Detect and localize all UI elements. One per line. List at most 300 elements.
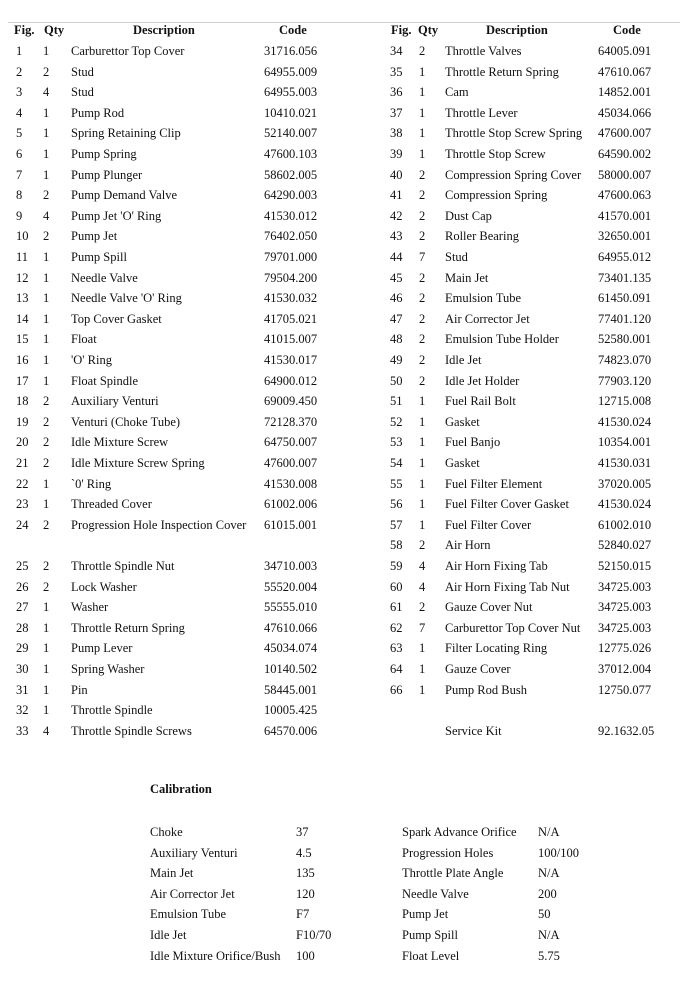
part-description: Throttle Spindle Nut — [71, 559, 175, 573]
part-code: 72128.370 — [264, 414, 318, 429]
part-qty: 1 — [43, 332, 50, 347]
part-fig: 48 — [390, 332, 403, 347]
part-description: Carburettor Top Cover Nut — [445, 620, 581, 635]
part-qty: 1 — [419, 641, 426, 656]
calibration-label: Auxiliary Venturi — [150, 845, 238, 860]
part-code: 47610.067 — [598, 64, 652, 79]
part-fig: 52 — [390, 414, 403, 429]
part-fig: 20 — [16, 435, 29, 450]
part-code: 64750.007 — [264, 435, 318, 450]
part-code: 14852.001 — [598, 85, 652, 100]
part-fig: 47 — [390, 311, 403, 326]
part-fig: 64 — [390, 662, 403, 676]
part-code: 12775.026 — [598, 641, 652, 656]
part-qty: 2 — [419, 311, 426, 326]
calibration-label: Float Level — [402, 948, 460, 963]
part-qty: 1 — [43, 682, 50, 697]
part-fig: 17 — [16, 373, 29, 388]
part-qty: 2 — [419, 332, 426, 347]
calibration-label: Pump Spill — [402, 928, 458, 942]
part-code: 10410.021 — [264, 105, 318, 120]
calibration-value: N/A — [538, 928, 560, 942]
part-fig: 26 — [16, 579, 29, 594]
part-description: Gauze Cover Nut — [445, 600, 533, 615]
calibration-value: 200 — [538, 886, 557, 901]
part-fig: 55 — [390, 476, 403, 491]
part-qty: 1 — [419, 682, 426, 697]
part-description: Float — [71, 332, 97, 347]
part-qty: 1 — [43, 353, 50, 367]
part-description: Idle Mixture Screw — [71, 435, 169, 450]
calibration-value: 50 — [538, 907, 551, 922]
part-code: 58602.005 — [264, 167, 318, 182]
calibration-label: Pump Jet — [402, 907, 449, 922]
part-code: 79504.200 — [264, 270, 318, 285]
part-code: 10005.425 — [264, 703, 318, 718]
part-qty: 2 — [419, 229, 426, 244]
part-fig: 51 — [390, 394, 403, 409]
part-description: Air Horn Fixing Tab Nut — [445, 579, 570, 594]
calibration-label: Idle Mixture Orifice/Bush — [150, 948, 281, 963]
part-code: 55555.010 — [264, 600, 318, 615]
calibration-title: Calibration — [150, 782, 212, 796]
calibration-value: 135 — [296, 866, 315, 881]
part-code: 52140.007 — [264, 126, 318, 141]
part-qty: 7 — [419, 250, 426, 264]
calibration-label: Idle Jet — [150, 928, 187, 942]
part-code: 92.1632.05 — [598, 723, 655, 738]
calibration-label: Progression Holes — [402, 845, 494, 860]
part-description: Pump Plunger — [71, 167, 143, 182]
calibration-label: Needle Valve — [402, 886, 469, 901]
header-description: Description — [486, 23, 548, 37]
part-code: 10354.001 — [598, 435, 652, 450]
part-qty: 1 — [419, 85, 426, 100]
part-description: Fuel Filter Element — [445, 476, 543, 491]
part-code: 64005.091 — [598, 44, 652, 58]
part-qty: 2 — [419, 167, 426, 182]
calibration-value: N/A — [538, 866, 560, 881]
part-fig: 34 — [390, 44, 403, 58]
part-fig: 15 — [16, 332, 29, 347]
part-qty: 1 — [43, 167, 50, 182]
part-qty: 1 — [419, 147, 426, 161]
part-description: Compression Spring — [445, 188, 548, 203]
part-fig: 19 — [16, 414, 29, 429]
part-fig: 16 — [16, 353, 29, 367]
header-code: Code — [279, 23, 307, 37]
part-code: 76402.050 — [264, 229, 318, 244]
part-qty: 1 — [419, 517, 426, 532]
part-fig: 35 — [390, 64, 403, 79]
part-qty: 1 — [43, 373, 50, 388]
part-description: Fuel Filter Cover Gasket — [445, 497, 569, 512]
part-code: 12715.008 — [598, 394, 652, 409]
part-code: 47610.066 — [264, 620, 318, 635]
calibration-label: Air Corrector Jet — [150, 886, 235, 901]
part-fig: 66 — [390, 682, 403, 697]
part-qty: 1 — [419, 456, 426, 470]
part-code: 64955.003 — [264, 85, 318, 100]
part-code: 79701.000 — [264, 250, 318, 264]
part-code: 47600.007 — [598, 126, 652, 141]
part-code: 41015.007 — [264, 332, 318, 347]
part-fig: 10 — [16, 229, 29, 244]
part-description: Air Corrector Jet — [445, 311, 530, 326]
part-code: 34725.003 — [598, 579, 652, 594]
part-fig: 62 — [390, 620, 403, 635]
part-qty: 7 — [419, 620, 426, 635]
part-qty: 1 — [43, 105, 50, 120]
calibration-value: 100/100 — [538, 845, 579, 860]
part-code: 64900.012 — [264, 373, 318, 388]
calibration-value: 100 — [296, 948, 315, 963]
calibration-label: Choke — [150, 825, 183, 839]
part-qty: 2 — [43, 414, 50, 429]
header-code: Code — [613, 23, 641, 37]
part-description: Dust Cap — [445, 208, 492, 223]
part-fig: 12 — [16, 270, 29, 285]
part-qty: 1 — [43, 600, 50, 615]
part-description: Pump Demand Valve — [71, 188, 178, 203]
part-qty: 1 — [43, 44, 50, 58]
part-code: 52580.001 — [598, 332, 652, 347]
calibration-label: Emulsion Tube — [150, 907, 227, 922]
part-description: Stud — [445, 250, 468, 264]
part-description: Throttle Lever — [445, 105, 518, 120]
part-description: Gasket — [445, 414, 480, 429]
part-qty: 1 — [43, 703, 50, 718]
part-qty: 2 — [43, 456, 50, 470]
part-description: Emulsion Tube — [445, 291, 522, 306]
part-code: 41530.012 — [264, 208, 318, 223]
part-fig: 36 — [390, 85, 403, 100]
part-description: `0' Ring — [71, 476, 112, 491]
part-code: 64590.002 — [598, 147, 652, 161]
part-description: Cam — [445, 85, 469, 100]
part-qty: 1 — [419, 394, 426, 409]
part-code: 41530.008 — [264, 476, 318, 491]
part-description: Progression Hole Inspection Cover — [71, 517, 247, 532]
part-qty: 2 — [43, 517, 50, 532]
part-qty: 4 — [419, 579, 426, 594]
part-code: 31716.056 — [264, 44, 318, 58]
header-fig: Fig. — [14, 23, 35, 37]
part-fig: 41 — [390, 188, 403, 203]
part-code: 52150.015 — [598, 559, 652, 573]
part-description: Stud — [71, 85, 94, 100]
calibration-value: N/A — [538, 825, 560, 839]
part-qty: 2 — [43, 229, 50, 244]
part-fig: 24 — [16, 517, 29, 532]
part-qty: 1 — [419, 476, 426, 491]
part-description: Emulsion Tube Holder — [445, 332, 559, 347]
part-qty: 2 — [419, 44, 426, 58]
part-description: Filter Locating Ring — [445, 641, 548, 656]
part-fig: 6 — [16, 147, 23, 161]
part-qty: 2 — [419, 538, 426, 553]
part-qty: 1 — [43, 126, 50, 141]
part-description: Throttle Valves — [445, 44, 522, 58]
part-code: 37012.004 — [598, 662, 652, 676]
part-fig: 63 — [390, 641, 403, 656]
part-fig: 22 — [16, 476, 29, 491]
part-description: Carburettor Top Cover — [71, 44, 185, 58]
part-description: Gasket — [445, 456, 480, 470]
part-fig: 27 — [16, 600, 29, 615]
part-qty: 2 — [43, 579, 50, 594]
part-qty: 1 — [419, 105, 426, 120]
part-fig: 49 — [390, 353, 403, 367]
part-qty: 2 — [43, 559, 50, 573]
part-fig: 46 — [390, 291, 403, 306]
part-description: Spring Washer — [71, 662, 145, 676]
part-description: Idle Jet Holder — [445, 373, 520, 388]
part-code: 73401.135 — [598, 270, 652, 285]
part-description: Idle Jet — [445, 353, 482, 367]
part-description: Needle Valve 'O' Ring — [71, 291, 182, 306]
part-description: Air Horn — [445, 538, 491, 553]
calibration-value: 5.75 — [538, 948, 560, 963]
part-qty: 1 — [419, 414, 426, 429]
calibration-value: 37 — [296, 825, 309, 839]
part-description: Top Cover Gasket — [71, 311, 162, 326]
part-description: Fuel Rail Bolt — [445, 394, 516, 409]
part-code: 12750.077 — [598, 682, 652, 697]
part-description: Gauze Cover — [445, 662, 511, 676]
part-description: Washer — [71, 600, 109, 615]
part-qty: 2 — [419, 291, 426, 306]
part-qty: 1 — [419, 662, 426, 676]
part-description: 'O' Ring — [71, 353, 112, 367]
part-description: Service Kit — [445, 723, 502, 738]
part-code: 69009.450 — [264, 394, 318, 409]
part-fig: 18 — [16, 394, 29, 409]
part-qty: 1 — [43, 476, 50, 491]
part-qty: 2 — [43, 188, 50, 203]
header-qty: Qty — [418, 23, 439, 37]
part-code: 41530.032 — [264, 291, 318, 306]
calibration-value: 4.5 — [296, 845, 312, 860]
part-code: 41530.024 — [598, 414, 652, 429]
part-code: 74823.070 — [598, 353, 652, 367]
part-description: Pump Jet — [71, 229, 118, 244]
part-fig: 60 — [390, 579, 403, 594]
part-code: 64955.012 — [598, 250, 652, 264]
part-fig: 29 — [16, 641, 29, 656]
part-code: 58000.007 — [598, 167, 652, 182]
part-description: Throttle Spindle — [71, 703, 153, 718]
part-qty: 2 — [43, 64, 50, 79]
part-fig: 30 — [16, 662, 29, 676]
part-description: Pump Rod Bush — [445, 682, 527, 697]
calibration-value: F10/70 — [296, 928, 332, 942]
part-description: Fuel Banjo — [445, 435, 501, 450]
part-code: 61002.010 — [598, 517, 652, 532]
part-qty: 1 — [419, 126, 426, 141]
part-code: 64570.006 — [264, 723, 318, 738]
part-description: Pump Rod — [71, 105, 125, 120]
part-qty: 2 — [419, 208, 426, 223]
part-fig: 40 — [390, 167, 403, 182]
part-fig: 1 — [16, 44, 23, 58]
part-fig: 42 — [390, 208, 403, 223]
part-fig: 33 — [16, 723, 29, 738]
part-fig: 23 — [16, 497, 29, 512]
part-fig: 37 — [390, 105, 403, 120]
part-code: 37020.005 — [598, 476, 652, 491]
part-code: 61450.091 — [598, 291, 652, 306]
part-description: Throttle Spindle Screws — [71, 723, 192, 738]
part-code: 34710.003 — [264, 559, 318, 573]
part-code: 41705.021 — [264, 311, 318, 326]
part-code: 47600.063 — [598, 188, 652, 203]
part-code: 34725.003 — [598, 600, 652, 615]
part-fig: 59 — [390, 559, 403, 573]
part-fig: 31 — [16, 682, 29, 697]
part-qty: 4 — [43, 208, 50, 223]
part-qty: 1 — [43, 620, 50, 635]
part-qty: 2 — [43, 435, 50, 450]
part-fig: 58 — [390, 538, 403, 553]
part-fig: 45 — [390, 270, 403, 285]
calibration-value: 120 — [296, 886, 315, 901]
part-qty: 2 — [419, 600, 426, 615]
part-fig: 5 — [16, 126, 23, 141]
part-code: 58445.001 — [264, 682, 318, 697]
part-description: Venturi (Choke Tube) — [71, 414, 181, 429]
part-description: Pump Jet 'O' Ring — [71, 208, 162, 223]
part-code: 52840.027 — [598, 538, 652, 553]
part-fig: 14 — [16, 311, 29, 326]
part-description: Spring Retaining Clip — [71, 126, 181, 141]
part-code: 55520.004 — [264, 579, 318, 594]
part-description: Throttle Stop Screw Spring — [445, 126, 583, 141]
part-description: Needle Valve — [71, 270, 138, 285]
part-code: 41530.031 — [598, 456, 652, 470]
part-fig: 21 — [16, 456, 29, 470]
part-qty: 4 — [419, 559, 426, 573]
calibration-label: Throttle Plate Angle — [402, 866, 504, 881]
part-description: Pump Lever — [71, 641, 133, 656]
part-fig: 25 — [16, 559, 29, 573]
part-fig: 13 — [16, 291, 29, 306]
part-fig: 44 — [390, 250, 403, 264]
part-code: 32650.001 — [598, 229, 652, 244]
part-qty: 2 — [419, 188, 426, 203]
part-qty: 1 — [43, 311, 50, 326]
part-description: Pump Spring — [71, 147, 137, 161]
part-fig: 38 — [390, 126, 403, 141]
part-qty: 1 — [419, 435, 426, 450]
part-code: 77903.120 — [598, 373, 652, 388]
part-code: 61015.001 — [264, 517, 318, 532]
part-description: Float Spindle — [71, 373, 139, 388]
header-qty: Qty — [44, 23, 65, 37]
part-fig: 8 — [16, 188, 23, 203]
part-qty: 1 — [43, 147, 50, 161]
part-fig: 32 — [16, 703, 29, 718]
part-fig: 54 — [390, 456, 403, 470]
part-qty: 1 — [43, 270, 50, 285]
part-fig: 39 — [390, 147, 403, 161]
part-qty: 1 — [43, 291, 50, 306]
part-code: 64955.009 — [264, 64, 318, 79]
part-qty: 1 — [43, 662, 50, 676]
part-code: 47600.103 — [264, 147, 318, 161]
part-fig: 28 — [16, 620, 29, 635]
part-code: 41570.001 — [598, 208, 652, 223]
part-fig: 43 — [390, 229, 403, 244]
part-description: Threaded Cover — [71, 497, 152, 512]
part-description: Pump Spill — [71, 250, 127, 264]
part-description: Throttle Stop Screw — [445, 147, 546, 161]
part-description: Main Jet — [445, 270, 489, 285]
part-code: 41530.024 — [598, 497, 652, 512]
part-code: 61002.006 — [264, 497, 318, 512]
part-fig: 56 — [390, 497, 403, 512]
part-description: Pin — [71, 682, 88, 697]
part-code: 34725.003 — [598, 620, 652, 635]
part-fig: 7 — [16, 167, 23, 182]
part-qty: 2 — [419, 270, 426, 285]
part-description: Air Horn Fixing Tab — [445, 559, 548, 573]
part-description: Lock Washer — [71, 579, 137, 594]
part-fig: 11 — [16, 250, 29, 264]
calibration-value: F7 — [296, 907, 310, 922]
part-fig: 9 — [16, 208, 23, 223]
part-description: Stud — [71, 64, 94, 79]
header-fig: Fig. — [391, 23, 412, 37]
part-qty: 1 — [43, 497, 50, 512]
part-description: Throttle Return Spring — [445, 64, 559, 79]
part-qty: 4 — [43, 723, 50, 738]
part-description: Idle Mixture Screw Spring — [71, 456, 205, 470]
part-code: 45034.066 — [598, 105, 652, 120]
part-fig: 57 — [390, 517, 403, 532]
part-fig: 53 — [390, 435, 403, 450]
part-description: Roller Bearing — [445, 229, 519, 244]
part-qty: 2 — [419, 373, 426, 388]
part-qty: 2 — [419, 353, 426, 367]
part-code: 47600.007 — [264, 456, 318, 470]
header-rule — [8, 22, 680, 23]
part-fig: 3 — [16, 85, 23, 100]
part-fig: 4 — [16, 105, 23, 120]
part-fig: 61 — [390, 600, 403, 615]
calibration-label: Spark Advance Orifice — [402, 825, 517, 839]
header-description: Description — [133, 23, 195, 37]
part-qty: 2 — [43, 394, 50, 409]
part-fig: 50 — [390, 373, 403, 388]
part-description: Auxiliary Venturi — [71, 394, 159, 409]
calibration-label: Main Jet — [150, 866, 194, 881]
part-code: 41530.017 — [264, 353, 318, 367]
part-code: 64290.003 — [264, 188, 318, 203]
part-description: Compression Spring Cover — [445, 167, 582, 182]
part-qty: 1 — [419, 64, 426, 79]
part-qty: 1 — [43, 641, 50, 656]
part-code: 77401.120 — [598, 311, 652, 326]
part-code: 10140.502 — [264, 662, 318, 676]
part-description: Throttle Return Spring — [71, 620, 185, 635]
part-qty: 1 — [419, 497, 426, 512]
part-qty: 4 — [43, 85, 50, 100]
part-description: Fuel Filter Cover — [445, 517, 532, 532]
part-fig: 2 — [16, 64, 23, 79]
part-code: 45034.074 — [264, 641, 318, 656]
part-qty: 1 — [43, 250, 50, 264]
